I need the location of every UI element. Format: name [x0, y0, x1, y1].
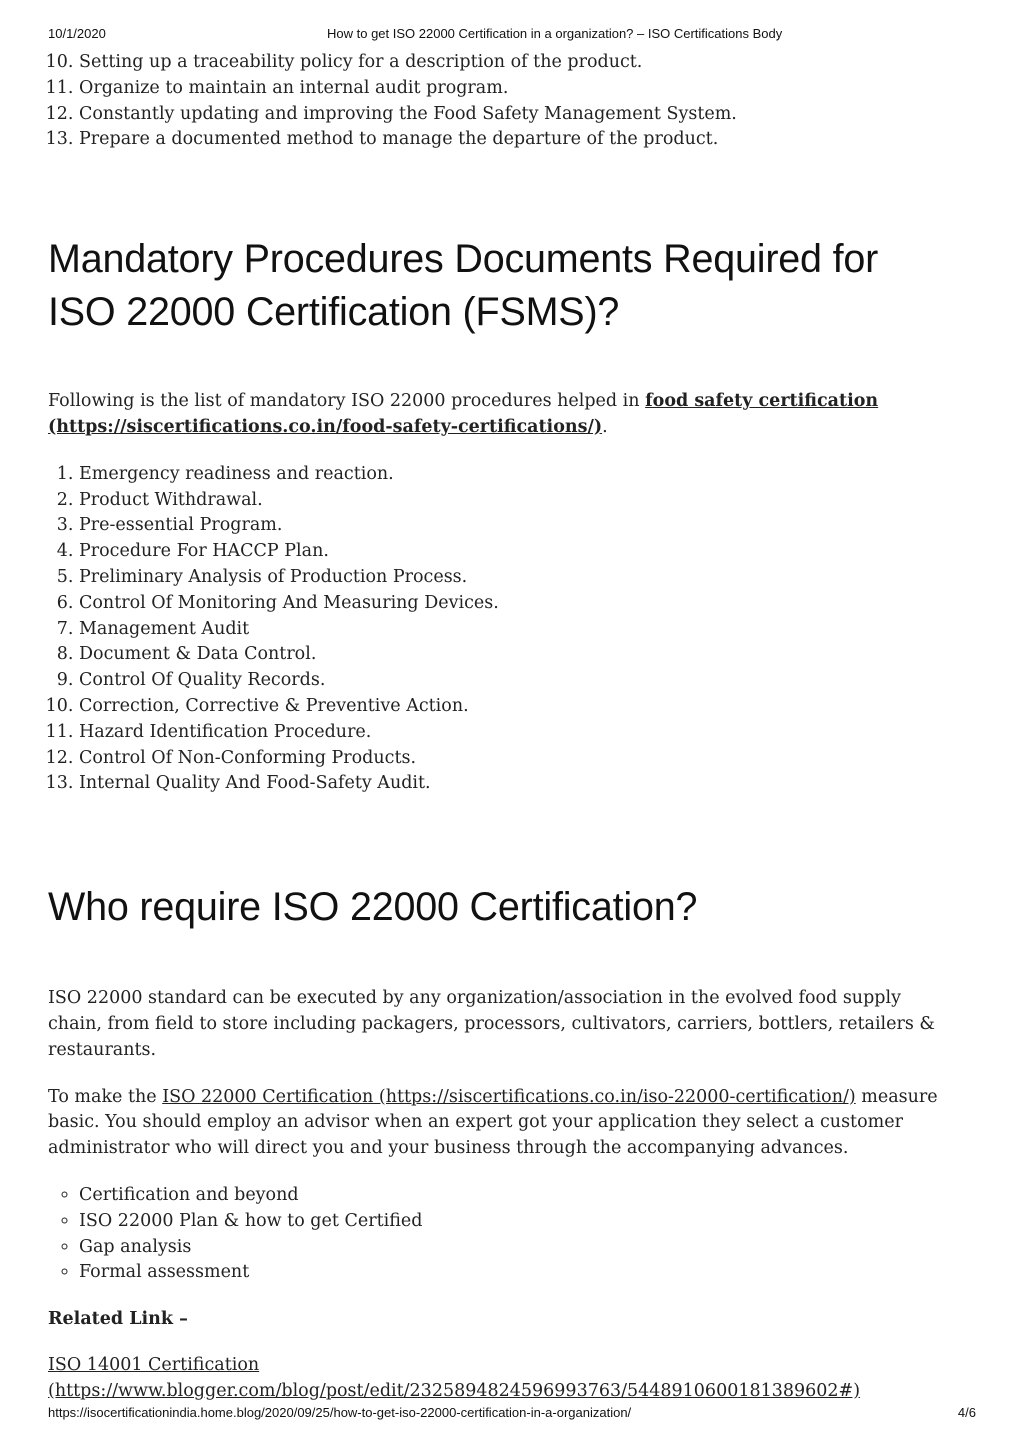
list-item: ◦ Gap analysis — [79, 1235, 953, 1261]
page-number: 4/6 — [957, 1405, 976, 1420]
list-item: 7. Management Audit — [79, 617, 953, 643]
print-date: 10/1/2020 — [48, 26, 106, 41]
who-paragraph: ISO 22000 standard can be executed by any organization/association in the evolved food supply chain, from field to store including packagers, processors, cultivators, carriers, bottlers, retailers & restaurants. — [48, 988, 935, 1060]
list-item: 10. Setting up a traceability policy for a description of the product. — [79, 50, 953, 76]
section-heading-who-requires: Who require ISO 22000 Certification? — [48, 885, 698, 930]
list-item: 11. Hazard Identification Procedure. — [79, 720, 953, 746]
related-link-paragraph — [48, 1353, 953, 1405]
list-item: 8. Document & Data Control. — [79, 642, 953, 668]
list-item: 9. Control Of Quality Records. — [79, 668, 953, 694]
list-item: 12. Control Of Non-Conforming Products. — [79, 746, 953, 772]
section-heading-mandatory-procedures: Mandatory Procedures Documents Required for ISO 22000 Certification (FSMS)? — [48, 237, 879, 335]
article-content — [48, 50, 953, 1405]
print-header — [0, 26, 1024, 42]
advisor-text-start: To make the — [48, 1086, 163, 1107]
list-item: 2. Product Withdrawal. — [79, 488, 953, 514]
advisor-paragraph — [48, 1085, 953, 1162]
iso-14001-certification-link[interactable]: ISO 14001 Certification (https://www.blogger.com/blog/post/edit/2325894824596993763/5448910600181389602#) — [48, 1354, 861, 1401]
list-item: 3. Pre-essential Program. — [79, 513, 953, 539]
list-item: 12. Constantly updating and improving the Food Safety Management System. — [79, 102, 953, 128]
list-item: 4. Procedure For HACCP Plan. — [79, 539, 953, 565]
intro-end: . — [602, 416, 608, 437]
print-footer — [0, 1405, 1024, 1421]
list-item: 11. Organize to maintain an internal audit program. — [79, 76, 953, 102]
intro-text: Following is the list of mandatory ISO 22000 procedures helped in — [48, 391, 646, 412]
list-item: ◦ Certification and beyond — [79, 1183, 953, 1209]
list-item: ◦ Formal assessment — [79, 1260, 953, 1286]
advisor-text-end: measure basic. You should employ an advisor when an expert got your application they select a customer administrator who will direct you and your business through the accompanying advances. — [48, 1086, 938, 1159]
list-item: 1. Emergency readiness and reaction. — [79, 462, 953, 488]
list-item: 6. Control Of Monitoring And Measuring Devices. — [79, 591, 953, 617]
print-page-title: How to get ISO 22000 Certification in a organization? – ISO Certifications Body — [327, 26, 783, 41]
iso-22000-certification-link[interactable]: ISO 22000 Certification (https://siscertifications.co.in/iso-22000-certification/) — [162, 1086, 856, 1107]
list-item: 10. Correction, Corrective & Preventive Action. — [79, 694, 953, 720]
intro-paragraph — [48, 389, 953, 441]
mandatory-procedures-list — [48, 462, 953, 797]
food-safety-certification-link[interactable]: food safety certification (https://siscertifications.co.in/food-safety-certifications/) — [48, 391, 879, 437]
list-item: ◦ ISO 22000 Plan & how to get Certified — [79, 1209, 953, 1235]
continued-steps-list — [48, 50, 953, 153]
list-item: 13. Internal Quality And Food-Safety Audit. — [79, 771, 953, 797]
print-url: https://isocertificationindia.home.blog/2020/09/25/how-to-get-iso-22000-certification-in-a-organization/ — [48, 1405, 632, 1420]
steps-bullet-list — [48, 1183, 953, 1286]
list-item: 5. Preliminary Analysis of Production Process. — [79, 565, 953, 591]
list-item: 13. Prepare a documented method to manage the departure of the product. — [79, 127, 953, 153]
related-link-label: Related Link – — [48, 1309, 188, 1330]
